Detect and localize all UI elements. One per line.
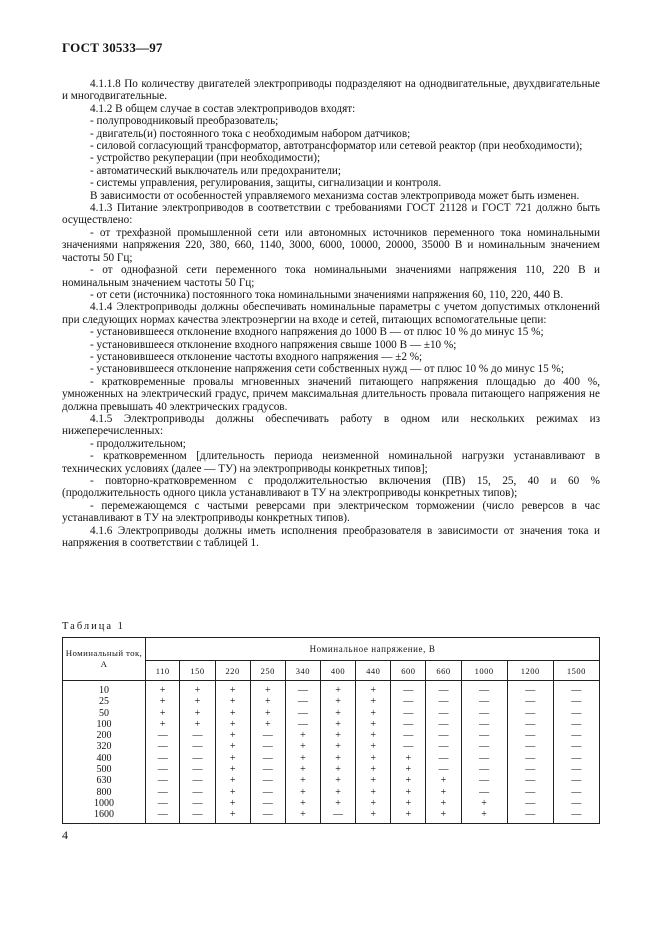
table-cell: —	[507, 753, 553, 764]
table-cell: +	[320, 764, 355, 775]
paragraph: 4.1.2 В общем случае в состав электроприводов входят:	[90, 102, 356, 115]
table-cell: +	[320, 787, 355, 798]
table-cell: +	[320, 681, 355, 697]
table-cell: +	[215, 730, 250, 741]
table-voltage-cell: 440	[356, 661, 391, 681]
table-cell: —	[461, 681, 507, 697]
table-cell: —	[250, 741, 285, 752]
table-corner-header: Номинальный ток, А	[63, 638, 146, 681]
table-cell: —	[553, 696, 599, 707]
paragraph: 4.1.3 Питание электроприводов в соответствии с требованиями ГОСТ 21128 и ГОСТ 721 должно быть осуществлено:	[62, 202, 600, 227]
table-cell: —	[180, 730, 215, 741]
table-voltage-cell: 250	[250, 661, 285, 681]
table-cell: +	[391, 809, 426, 823]
table-voltage-cell: 660	[426, 661, 461, 681]
table-cell: —	[426, 730, 461, 741]
table-cell: +	[356, 787, 391, 798]
table-cell: —	[553, 753, 599, 764]
document-header: ГОСТ 30533—97	[62, 40, 163, 55]
table-cell: —	[507, 681, 553, 697]
paragraph: - кратковременном [длительность периода неизменной номинальной нагрузки устанавливают в технических условиях (далее — ТУ) на электроприводы конкретных типов];	[62, 450, 600, 475]
table-cell: —	[146, 753, 180, 764]
paragraph: В зависимости от особенностей управляемого механизма состав электропривода может быть изменен.	[90, 189, 580, 202]
table-cell: +	[146, 719, 180, 730]
table-current-cell: 320	[63, 741, 146, 752]
table-cell: —	[461, 787, 507, 798]
paragraph: - силовой согласующий трансформатор, автотрансформатор или сетевой реактор (при необходимости);	[90, 140, 583, 153]
paragraph: - от сети (источника) постоянного тока номинальными значениями напряжения 60, 110, 220, 440 В.	[90, 288, 564, 301]
table-cell: +	[250, 719, 285, 730]
paragraph: - кратковременные провалы мгновенных значений питающего напряжения площадью до 400 %, умноженных на электрический градус, причем максимальная длительность провала питающего напряжения не должна превышать 40 электрических градусов.	[62, 375, 600, 413]
table-cell: —	[180, 753, 215, 764]
table-cell: —	[391, 730, 426, 741]
table-cell: +	[356, 753, 391, 764]
table-cell: +	[180, 719, 215, 730]
table-cell: +	[356, 696, 391, 707]
table-cell: +	[356, 775, 391, 786]
document-body	[62, 78, 600, 549]
table-cell: +	[250, 708, 285, 719]
table-cell: —	[250, 798, 285, 809]
table-cell: +	[180, 696, 215, 707]
table-row	[63, 696, 600, 707]
table-cell: —	[553, 681, 599, 697]
table-cell: —	[180, 787, 215, 798]
voltage-current-table	[62, 637, 600, 824]
table-cell: —	[507, 787, 553, 798]
table-voltage-cell: 600	[391, 661, 426, 681]
table-cell: +	[215, 741, 250, 752]
table-row	[63, 787, 600, 798]
table-cell: +	[391, 798, 426, 809]
table-cell: —	[461, 696, 507, 707]
table-cell: +	[146, 681, 180, 697]
table-current-cell: 200	[63, 730, 146, 741]
table-cell: +	[180, 681, 215, 697]
table-voltage-cell: 400	[320, 661, 355, 681]
table-cell: +	[356, 798, 391, 809]
table-body	[63, 681, 600, 824]
paragraph: - установившееся отклонение входного напряжения до 1000 В — от плюс 10 % до минус 15 %;	[90, 326, 544, 339]
table-cell: +	[285, 787, 320, 798]
paragraph: 4.1.4 Электроприводы должны обеспечивать номинальные параметры с учетом допустимых отклонений при следующих нормах качества электроэнергии на входе и сетей, питающих вспомогательные цепи:	[62, 301, 600, 326]
table-cell: +	[285, 798, 320, 809]
table-row	[63, 741, 600, 752]
table-current-cell: 1600	[63, 809, 146, 823]
table-cell: +	[426, 775, 461, 786]
table-cell: —	[391, 741, 426, 752]
table-cell: —	[426, 681, 461, 697]
table-voltage-cell: 340	[285, 661, 320, 681]
paragraph: - установившееся отклонение частоты входного напряжения — ±2 %;	[90, 350, 423, 363]
table-cell: —	[507, 708, 553, 719]
table-row	[63, 708, 600, 719]
table-cell: —	[461, 741, 507, 752]
table-current-cell: 50	[63, 708, 146, 719]
table-cell: —	[391, 708, 426, 719]
table-current-cell: 10	[63, 681, 146, 697]
table-voltage-cell: 1000	[461, 661, 507, 681]
table-cell: —	[553, 798, 599, 809]
table-cell: +	[215, 681, 250, 697]
table-current-cell: 800	[63, 787, 146, 798]
table-cell: +	[426, 809, 461, 823]
table-cell: —	[426, 696, 461, 707]
table-cell: +	[356, 730, 391, 741]
table-cell: —	[461, 730, 507, 741]
page-number: 4	[62, 828, 68, 842]
table-cell: +	[215, 809, 250, 823]
table-cell: —	[426, 708, 461, 719]
table-cell: +	[320, 775, 355, 786]
table-cell: —	[461, 753, 507, 764]
table-current-cell: 500	[63, 764, 146, 775]
table-cell: —	[285, 719, 320, 730]
table-cell: —	[461, 719, 507, 730]
table-cell: +	[320, 719, 355, 730]
table-cell: —	[146, 787, 180, 798]
table-row	[63, 798, 600, 809]
table-cell: —	[553, 741, 599, 752]
paragraph: 4.1.6 Электроприводы должны иметь исполнения преобразователя в зависимости от значения тока и напряжения в соответствии с таблицей 1.	[62, 524, 600, 550]
table-row	[63, 809, 600, 823]
table-cell: —	[146, 730, 180, 741]
table-cell: —	[180, 798, 215, 809]
table-cell: —	[285, 681, 320, 697]
table-cell: —	[250, 775, 285, 786]
paragraph: - автоматический выключатель или предохранители;	[90, 164, 342, 177]
table-current-cell: 630	[63, 775, 146, 786]
table-cell: +	[320, 708, 355, 719]
table-voltage-cell: 1200	[507, 661, 553, 681]
table-cell: +	[215, 798, 250, 809]
paragraph: - системы управления, регулирования, защиты, сигнализации и контроля.	[90, 177, 442, 190]
table-row	[63, 730, 600, 741]
paragraph: - от трехфазной промышленной сети или автономных источников переменного тока номинальными значениями напряжения 220, 380, 660, 1140, 3000, 6000, 10000, 20000, 35000 В и номинальным значением частоты 50 Гц;	[62, 226, 600, 264]
table-voltage-cell: 110	[146, 661, 180, 681]
table-current-cell: 100	[63, 719, 146, 730]
paragraph: - установившееся отклонение входного напряжения свыше 1000 В — ±10 %;	[90, 338, 457, 351]
table-cell: —	[180, 775, 215, 786]
table-cell: +	[391, 775, 426, 786]
table-cell: —	[285, 696, 320, 707]
table-cell: —	[250, 730, 285, 741]
table-cell: —	[553, 775, 599, 786]
table-cell: —	[426, 719, 461, 730]
table-cell: —	[553, 764, 599, 775]
table-cell: +	[320, 798, 355, 809]
table-cell: +	[285, 741, 320, 752]
table-cell: —	[507, 764, 553, 775]
table-cell: —	[507, 696, 553, 707]
table-cell: +	[215, 787, 250, 798]
table-cell: +	[391, 787, 426, 798]
table-voltage-cell: 150	[180, 661, 215, 681]
table-cell: —	[180, 741, 215, 752]
table-row	[63, 719, 600, 730]
table-cell: +	[215, 696, 250, 707]
table-cell: +	[426, 787, 461, 798]
table-row	[63, 681, 600, 697]
table-cell: —	[146, 764, 180, 775]
table-cell: —	[146, 798, 180, 809]
table-cell: —	[507, 798, 553, 809]
table-cell: +	[250, 696, 285, 707]
table-cell: +	[320, 741, 355, 752]
table-cell: —	[285, 708, 320, 719]
table-cell: +	[426, 798, 461, 809]
table-cell: —	[553, 787, 599, 798]
table-cell: +	[356, 741, 391, 752]
paragraph: - продолжительном;	[90, 437, 186, 450]
table-cell: —	[250, 787, 285, 798]
paragraph: - устройство рекуперации (при необходимости);	[90, 152, 321, 165]
table-cell: +	[180, 708, 215, 719]
table-cell: —	[507, 719, 553, 730]
table-cell: —	[507, 741, 553, 752]
table-cell: +	[285, 730, 320, 741]
table-cell: —	[426, 741, 461, 752]
paragraph: - повторно-кратковременном с продолжительностью включения (ПВ) 15, 25, 40 и 60 % (продолжительность одного цикла устанавливают в ТУ на электроприводы конкретных типов);	[62, 475, 600, 500]
table-cell: +	[215, 775, 250, 786]
table-cell: —	[553, 809, 599, 823]
table-cell: —	[250, 753, 285, 764]
table-cell: —	[507, 809, 553, 823]
table-cell: +	[461, 798, 507, 809]
paragraph: - полупроводниковый преобразователь;	[90, 115, 279, 128]
table-cell: +	[215, 764, 250, 775]
table-cell: —	[553, 719, 599, 730]
table-cell: +	[215, 753, 250, 764]
table-cell: +	[285, 809, 320, 823]
table-row	[63, 775, 600, 786]
table-current-cell: 400	[63, 753, 146, 764]
table-cell: —	[391, 681, 426, 697]
table-cell: +	[320, 730, 355, 741]
table-cell: —	[461, 775, 507, 786]
table-cell: —	[391, 696, 426, 707]
table-cell: +	[320, 696, 355, 707]
table-title: Таблица 1	[62, 621, 125, 632]
table-cell: +	[146, 708, 180, 719]
table-cell: —	[553, 730, 599, 741]
table-cell: +	[356, 764, 391, 775]
table-cell: —	[146, 775, 180, 786]
table-cell: —	[461, 764, 507, 775]
table-cell: —	[507, 730, 553, 741]
paragraph: 4.1.1.8 По количеству двигателей электроприводы подразделяют на однодвигательные, двухдвигательные и многодвигательные.	[62, 78, 600, 103]
paragraph: - установившееся отклонение напряжения сети собственных нужд — от плюс 10 % до минус 15 %;	[90, 363, 564, 376]
table-cell: —	[250, 809, 285, 823]
table-cell: +	[215, 708, 250, 719]
table-cell: +	[356, 719, 391, 730]
table-cell: +	[285, 775, 320, 786]
table-cell: —	[180, 809, 215, 823]
table-cell: +	[391, 753, 426, 764]
paragraph: - двигатель(и) постоянного тока с необходимым набором датчиков;	[90, 127, 411, 140]
table-current-cell: 25	[63, 696, 146, 707]
table-cell: +	[356, 809, 391, 823]
table-current-cell: 1000	[63, 798, 146, 809]
table-voltage-cell: 220	[215, 661, 250, 681]
table-cell: +	[285, 764, 320, 775]
table-cell: —	[320, 809, 355, 823]
table-cell: —	[146, 809, 180, 823]
table-cell: —	[553, 708, 599, 719]
table-cell: —	[461, 708, 507, 719]
table-cell: +	[461, 809, 507, 823]
paragraph: - перемежающемся с частыми реверсами при электрическом торможении (число реверсов в час устанавливают в ТУ на электроприводы конкретных типов).	[62, 499, 600, 525]
paragraph: 4.1.5 Электроприводы должны обеспечивать работу в одном или нескольких режимах из нижеперечисленных:	[62, 412, 600, 438]
table-cell: —	[426, 753, 461, 764]
table-cell: +	[391, 764, 426, 775]
table-voltage-cell: 1500	[553, 661, 599, 681]
table-cell: —	[426, 764, 461, 775]
paragraph: - от однофазной сети переменного тока номинальными значениями напряжения 110, 220 В и номинальным значением частоты 50 Гц;	[62, 264, 600, 289]
table-cell: +	[285, 753, 320, 764]
table-cell: +	[356, 681, 391, 697]
table-cell: —	[146, 741, 180, 752]
table-cell: —	[180, 764, 215, 775]
table-cell: —	[250, 764, 285, 775]
table-row	[63, 753, 600, 764]
table-voltage-header: Номинальное напряжение, В	[146, 638, 600, 661]
table-row	[63, 764, 600, 775]
table-cell: +	[215, 719, 250, 730]
table-cell: +	[250, 681, 285, 697]
table-cell: —	[507, 775, 553, 786]
table-cell: +	[146, 696, 180, 707]
table-cell: +	[320, 753, 355, 764]
table-cell: —	[391, 719, 426, 730]
table-cell: +	[356, 708, 391, 719]
